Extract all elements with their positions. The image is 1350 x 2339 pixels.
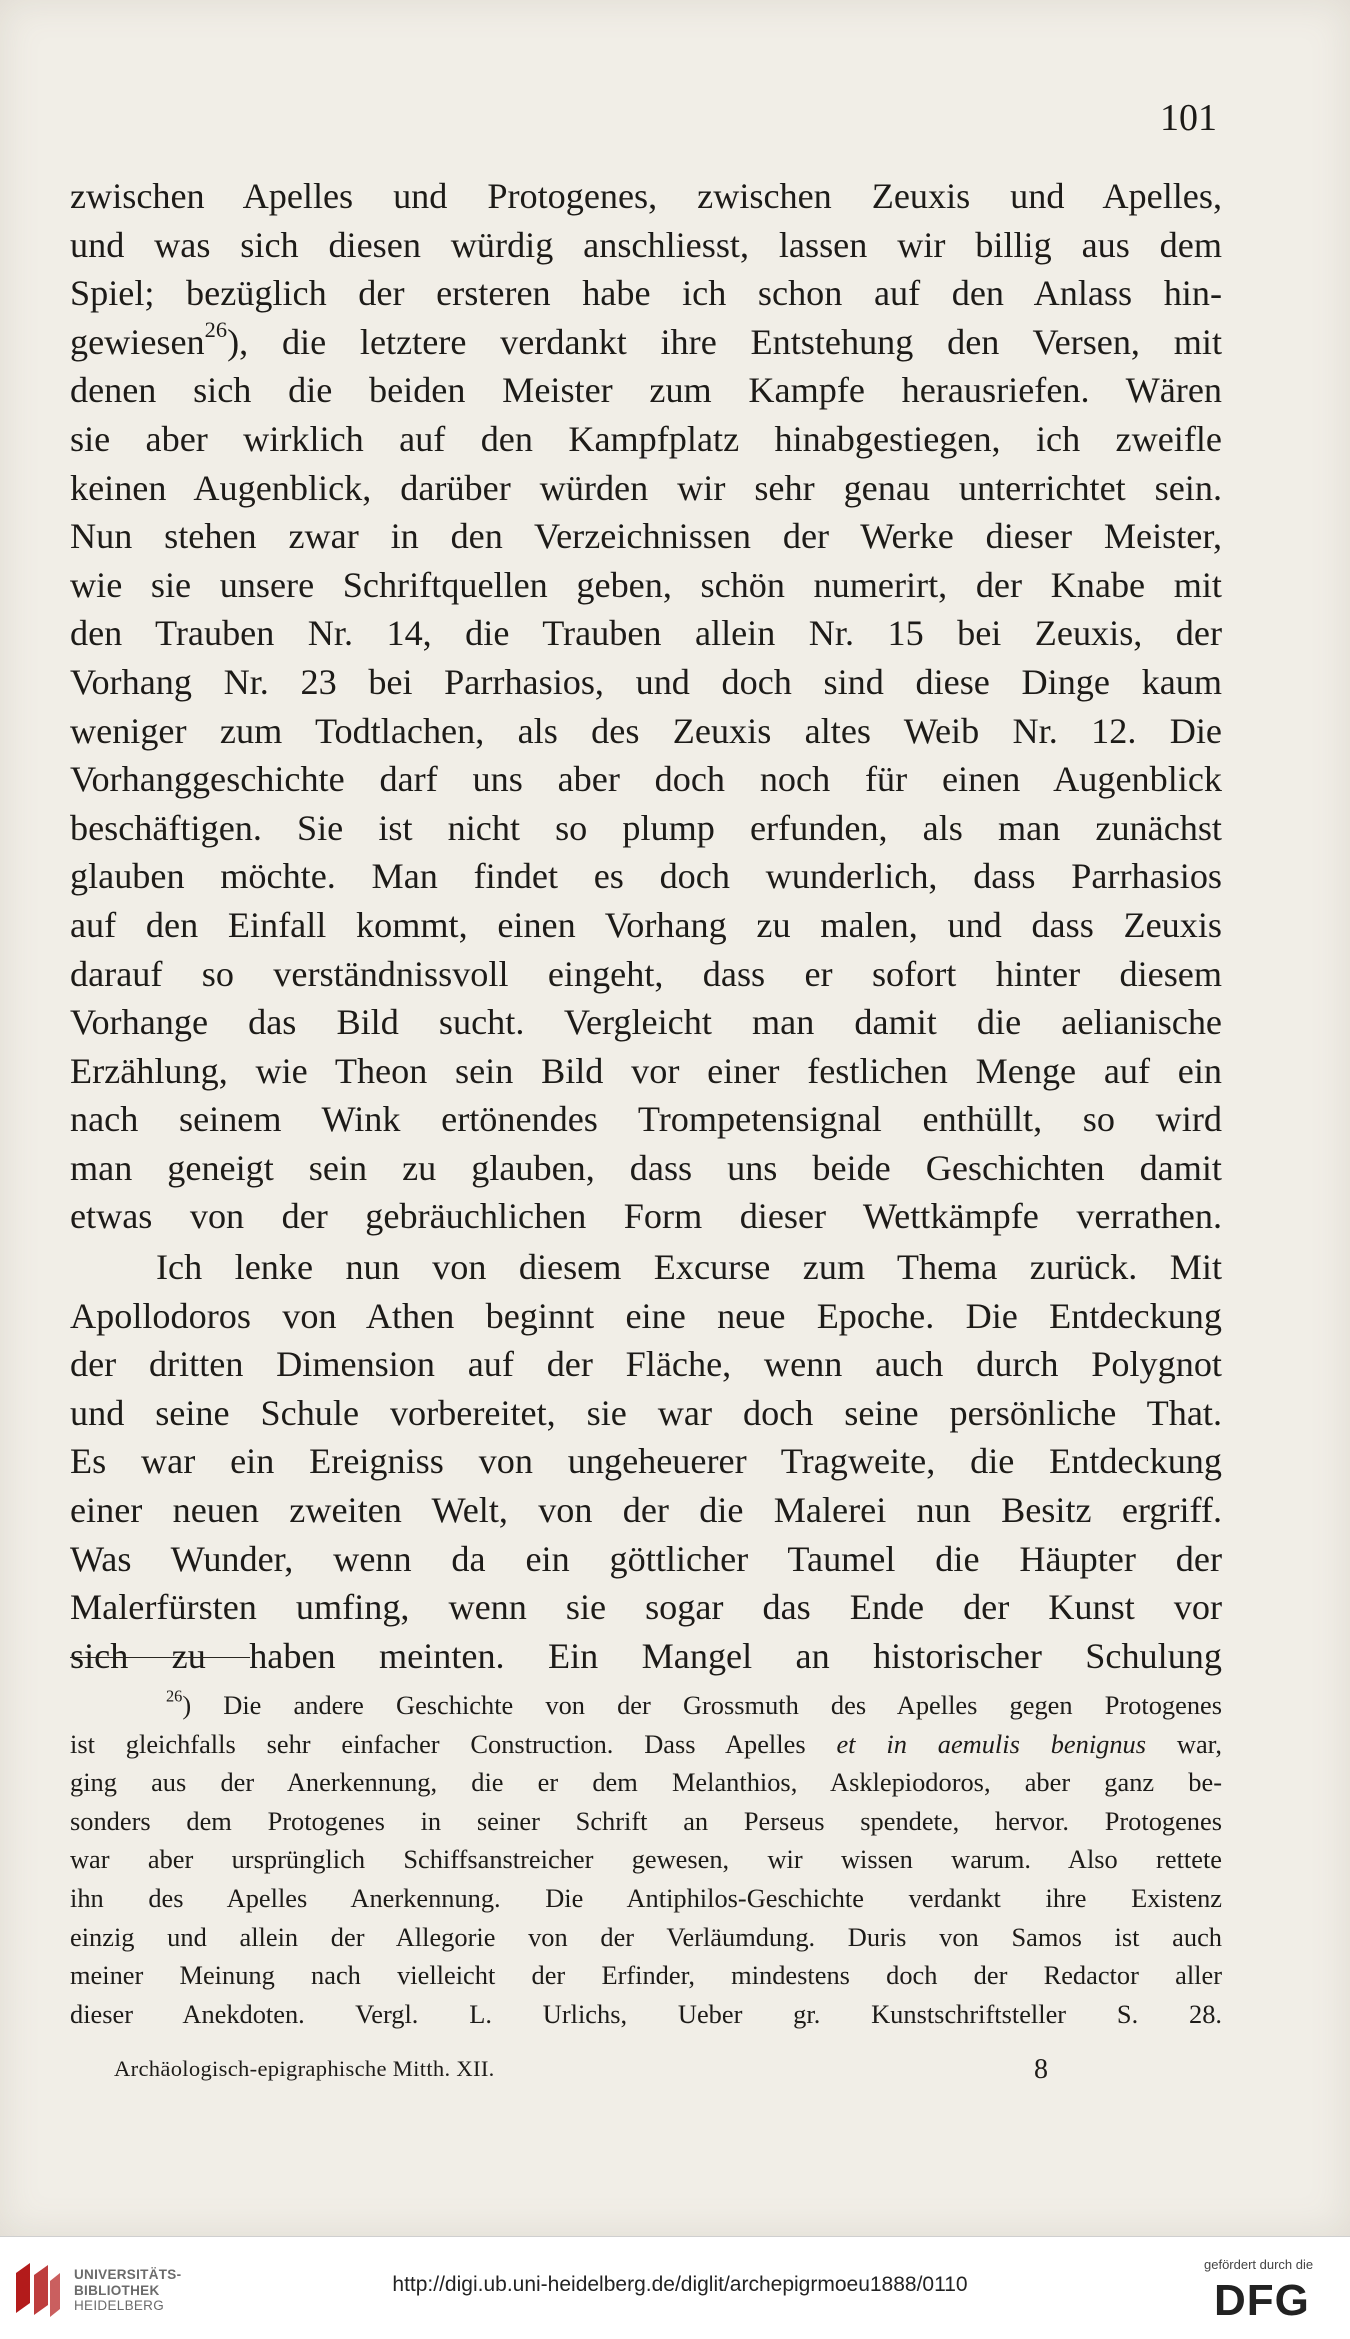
library-name-line: BIBLIOTHEK — [74, 2282, 160, 2298]
text-fragment: gewiesen — [70, 321, 205, 362]
page-number: 101 — [1160, 97, 1217, 139]
text-line: Nun stehen zwar in den Verzeichnissen der Werke dieser Meister, — [70, 516, 1222, 557]
text-fragment: ) Die andere Geschichte von der Grossmuth des Apelles gegen Protogenes — [182, 1690, 1222, 1720]
text-line: Ich lenke nun von diesem Excurse zum Thema zurück. Mit — [156, 1247, 1222, 1288]
text-fragment: war, — [1146, 1728, 1222, 1759]
text-line: Vorhange das Bild sucht. Vergleicht man damit die aelianische — [70, 1002, 1222, 1043]
library-name-line: HEIDELBERG — [74, 2298, 165, 2313]
text-fragment: ist gleichfalls sehr einfacher Construction. Dass Apelles — [70, 1728, 837, 1759]
text-line: sich zu haben meinten. Ein Mangel an historischer Schulung — [70, 1635, 1222, 1676]
footnote-line: dieser Anekdoten. Vergl. L. Urlichs, Ueber gr. Kunstschriftsteller S. 28. — [70, 1998, 1222, 2029]
library-name — [74, 2267, 181, 2314]
footnote-separator — [70, 1657, 250, 1658]
permalink-url[interactable]: http://digi.ub.uni-heidelberg.de/diglit/archepigrmoeu1888/0110 — [392, 2273, 968, 2296]
paragraph-2 — [70, 1243, 1222, 1680]
text-line: und was sich diesen würdig anschliesst, lassen wir billig aus dem — [70, 224, 1222, 265]
text-line: darauf so verständnissvoll eingeht, dass er sofort hinter diesem — [70, 953, 1222, 994]
text-line: denen sich die beiden Meister zum Kampfe herausriefen. Wären — [70, 370, 1222, 411]
text-line: etwas von der gebräuchlichen Form dieser Wettkämpfe verrathen. — [70, 1196, 1222, 1237]
footnote-line: war aber ursprünglich Schiffsanstreicher gewesen, wir wissen warum. Also rettete — [70, 1844, 1222, 1875]
journal-title-footer: Archäologisch-epigraphische Mitth. XII. — [114, 2056, 495, 2081]
text-line: wie sie unsere Schriftquellen geben, schön numerirt, der Knabe mit — [70, 564, 1222, 605]
latin-quote: et in aemulis benignus — [836, 1728, 1147, 1759]
text-line: einer neuen zweiten Welt, von der die Malerei nun Besitz ergriff. — [70, 1490, 1222, 1531]
footnote-line: meiner Meinung nach vielleicht der Erfinder, mindestens doch der Redactor aller — [70, 1960, 1222, 1991]
dfg-logo[interactable]: DFG — [1214, 2276, 1310, 2325]
text-line: Was Wunder, wenn da ein göttlicher Taumel die Häupter der — [70, 1538, 1222, 1579]
library-logo-icon[interactable] — [10, 2259, 62, 2319]
text-line: den Trauben Nr. 14, die Trauben allein Nr. 15 bei Zeuxis, der — [70, 613, 1222, 654]
text-line: glauben möchte. Man findet es doch wunderlich, dass Parrhasios — [70, 856, 1222, 897]
signature-mark: 8 — [1034, 2054, 1048, 2085]
text-fragment: ), die letztere verdankt ihre Entstehung den Versen, mit — [227, 321, 1222, 362]
footnote-reference[interactable]: 26 — [204, 317, 228, 342]
text-line: und seine Schule vorbereitet, sie war doch seine persönliche That. — [70, 1392, 1222, 1433]
footnote-line — [70, 1686, 1222, 1725]
text-line: Spiel; bezüglich der ersteren habe ich schon auf den Anlass hin- — [70, 273, 1222, 314]
body-text — [70, 172, 1222, 1680]
footnote — [70, 1686, 1222, 2033]
text-line: auf den Einfall kommt, einen Vorhang zu malen, und dass Zeuxis — [70, 904, 1222, 945]
text-line: nach seinem Wink ertönendes Trompetensignal enthüllt, so wird — [70, 1099, 1222, 1140]
footnote-line — [70, 1725, 1222, 1764]
footnote-marker: 26 — [166, 1686, 183, 1706]
text-line: man geneigt sein zu glauben, dass uns beide Geschichten damit — [70, 1147, 1222, 1188]
funded-by-label: gefördert durch die — [1204, 2257, 1314, 2272]
text-line-with-note-ref — [70, 318, 1222, 367]
footnote-line: ihn des Apelles Anerkennung. Die Antiphilos-Geschichte verdankt ihre Existenz — [70, 1882, 1222, 1913]
viewer-footer-bar — [0, 2236, 1350, 2339]
text-line: Vorhang Nr. 23 bei Parrhasios, und doch sind diese Dinge kaum — [70, 661, 1222, 702]
text-line: Malerfürsten umfing, wenn sie sogar das Ende der Kunst vor — [70, 1587, 1222, 1628]
footnote-line: ging aus der Anerkennung, die er dem Melanthios, Asklepiodoros, aber ganz be- — [70, 1767, 1222, 1798]
footnote-line: sonders dem Protogenes in seiner Schrift an Perseus spendete, hervor. Protogenes — [70, 1805, 1222, 1836]
text-line: beschäftigen. Sie ist nicht so plump erfunden, als man zunächst — [70, 807, 1222, 848]
text-line: der dritten Dimension auf der Fläche, wenn auch durch Polygnot — [70, 1344, 1222, 1385]
text-line: Erzählung, wie Theon sein Bild vor einer festlichen Menge auf ein — [70, 1050, 1222, 1091]
text-line: Apollodoros von Athen beginnt eine neue Epoche. Die Entdeckung — [70, 1295, 1222, 1336]
text-line: sie aber wirklich auf den Kampfplatz hinabgestiegen, ich zweifle — [70, 418, 1222, 459]
text-line: Es war ein Ereigniss von ungeheuerer Tragweite, die Entdeckung — [70, 1441, 1222, 1482]
footnote-line: einzig und allein der Allegorie von der Verläumdung. Duris von Samos ist auch — [70, 1921, 1222, 1952]
paragraph-1 — [70, 172, 1222, 1241]
text-line: Vorhanggeschichte darf uns aber doch noch für einen Augenblick — [70, 759, 1222, 800]
text-line: weniger zum Todtlachen, als des Zeuxis altes Weib Nr. 12. Die — [70, 710, 1222, 751]
text-line: keinen Augenblick, darüber würden wir sehr genau unterrichtet sein. — [70, 467, 1222, 508]
text-line: zwischen Apelles und Protogenes, zwischen Zeuxis und Apelles, — [70, 176, 1222, 216]
library-name-line: UNIVERSITÄTS- — [74, 2267, 182, 2282]
